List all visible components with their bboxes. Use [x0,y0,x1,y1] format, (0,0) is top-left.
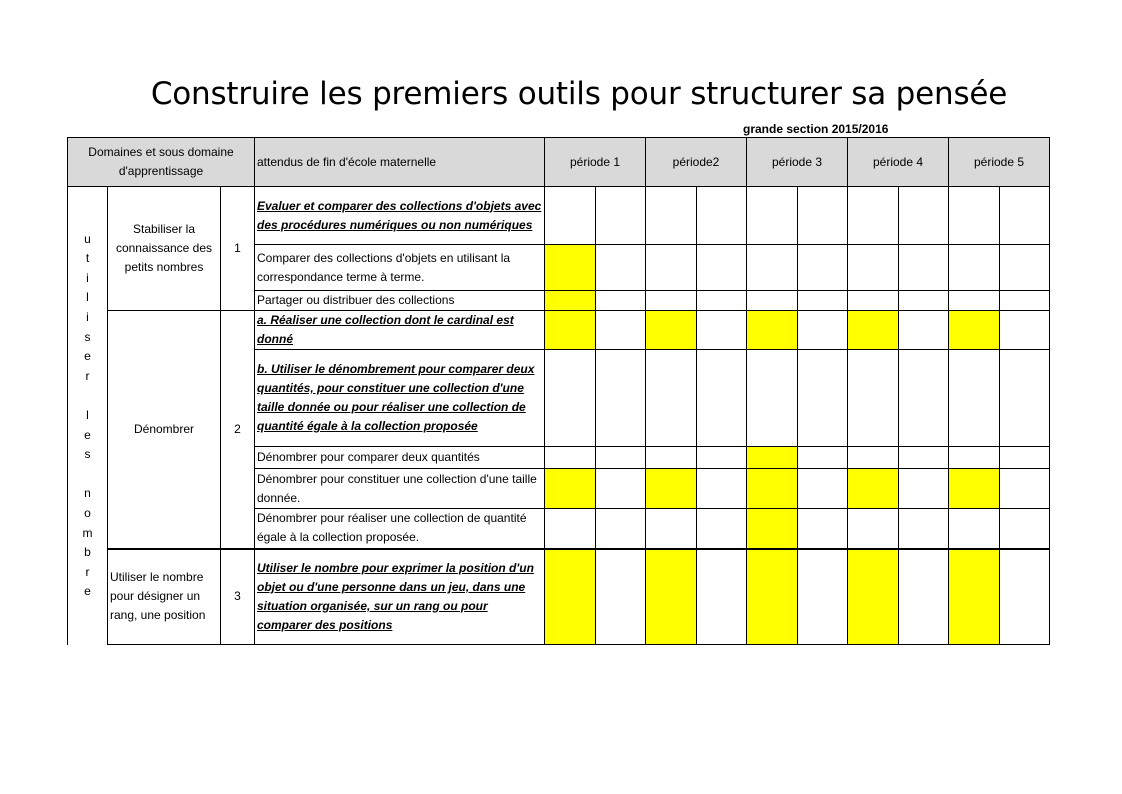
subdomain-label: Dénombrer [108,311,221,549]
period-cell [1000,549,1050,645]
domain-letter: i [86,270,89,285]
period-cell [697,291,747,311]
domain-letter: o [84,505,91,520]
period-cell [798,549,848,645]
period-cell [697,509,747,549]
group-number: 2 [221,311,255,549]
period-cell [545,469,596,509]
attendu-text: Dénombrer pour réaliser une collection de quantité égale à la collection proposée. [255,509,545,549]
period-cell [899,187,949,245]
period-cell [848,311,899,350]
period-cell [848,469,899,509]
subdomain-label: Utiliser le nombre pour désigner un rang, une position [108,549,221,645]
period-cell [646,350,697,447]
subdomain-label: Stabiliser la connaissance des petits nombres [108,187,221,311]
header-domaines: Domaines et sous domaine d'apprentissage [68,138,255,187]
period-cell [596,447,646,469]
attendu-text: Utiliser le nombre pour exprimer la position d'un objet ou d'une personne dans un jeu, dans une situation organisée, sur un rang ou pour comparer des positions [255,549,545,645]
period-cell [1000,291,1050,311]
period-cell [848,245,899,291]
domain-letter: n [84,486,91,501]
period-cell [545,291,596,311]
group-number: 3 [221,549,255,645]
domain-letter: t [85,251,90,266]
period-cell [949,549,1000,645]
period-cell [596,509,646,549]
header-periode-2: période2 [646,138,747,187]
period-cell [646,549,697,645]
domain-letter: s [84,447,91,462]
period-cell [798,350,848,447]
period-cell [545,447,596,469]
period-cell [697,245,747,291]
page-title: Construire les premiers outils pour structurer sa pensée [150,76,1008,112]
period-cell [1000,509,1050,549]
period-cell [747,447,798,469]
period-cell [697,549,747,645]
period-cell [949,350,1000,447]
period-cell [697,447,747,469]
period-cell [1000,187,1050,245]
domain-letter: e [84,427,91,442]
period-cell [798,447,848,469]
period-cell [848,447,899,469]
page-subtitle: grande section 2015/2016 [743,122,889,136]
period-cell [545,549,596,645]
period-cell [899,291,949,311]
period-cell [949,447,1000,469]
period-cell [545,509,596,549]
period-cell [899,509,949,549]
attendu-text: b. Utiliser le dénombrement pour comparer deux quantités, pour constituer une collection d'une taille donnée ou pour réaliser une collection de quantité égale à la collection proposée [255,350,545,447]
domain-letter: l [86,290,89,305]
header-periode-3: période 3 [747,138,848,187]
period-cell [1000,469,1050,509]
attendu-text: Dénombrer pour constituer une collection d'une taille donnée. [255,469,545,509]
table-row [68,311,1050,350]
period-cell [1000,447,1050,469]
period-cell [899,311,949,350]
period-cell [798,245,848,291]
domain-letter: e [84,584,91,599]
domain-vertical-label [68,187,108,645]
period-cell [747,311,798,350]
period-cell [949,187,1000,245]
attendu-text: Comparer des collections d'objets en utilisant la correspondance terme à terme. [255,245,545,291]
period-cell [949,245,1000,291]
period-cell [545,311,596,350]
period-cell [697,311,747,350]
period-cell [798,187,848,245]
period-cell [848,509,899,549]
period-cell [596,311,646,350]
period-cell [646,245,697,291]
period-cell [848,549,899,645]
period-cell [596,291,646,311]
period-cell [747,350,798,447]
period-cell [1000,311,1050,350]
domain-letter [70,386,105,406]
domain-letter: e [84,349,91,364]
period-cell [697,469,747,509]
period-cell [949,469,1000,509]
header-periode-4: période 4 [848,138,949,187]
attendu-text: Evaluer et comparer des collections d'objets avec des procédures numériques ou non numériques [255,187,545,245]
period-cell [596,549,646,645]
period-cell [596,350,646,447]
domain-letter: i [86,309,89,324]
table-row [68,549,1050,645]
period-cell [747,187,798,245]
period-cell [596,469,646,509]
period-cell [646,447,697,469]
period-cell [545,350,596,447]
domain-letter: s [84,329,91,344]
period-cell [798,469,848,509]
period-cell [747,509,798,549]
period-cell [646,311,697,350]
period-cell [646,291,697,311]
domain-letter: m [82,525,93,540]
period-cell [747,291,798,311]
period-cell [545,245,596,291]
group-number: 1 [221,187,255,311]
period-cell [1000,350,1050,447]
period-cell [596,245,646,291]
period-cell [646,469,697,509]
period-cell [848,187,899,245]
period-cell [949,291,1000,311]
header-periode-5: période 5 [949,138,1050,187]
period-cell [798,291,848,311]
period-cell [899,469,949,509]
attendu-text: Dénombrer pour comparer deux quantités [255,447,545,469]
period-cell [848,291,899,311]
header-attendus: attendus de fin d'école maternelle [255,138,545,187]
period-cell [747,469,798,509]
period-cell [899,245,949,291]
period-cell [646,509,697,549]
period-cell [949,509,1000,549]
header-periode-1: période 1 [545,138,646,187]
period-cell [596,187,646,245]
period-cell [1000,245,1050,291]
domain-letter: l [86,407,89,422]
period-cell [697,187,747,245]
domain-letter: b [84,545,91,560]
table-row [68,187,1050,245]
domain-letter [70,465,105,485]
period-cell [545,187,596,245]
period-cell [899,447,949,469]
progression-table [67,137,1050,645]
period-cell [899,350,949,447]
domain-letter: r [85,564,90,579]
period-cell [798,509,848,549]
domain-letter: r [85,368,90,383]
attendu-text: Partager ou distribuer des collections [255,291,545,311]
domain-letter: u [84,231,91,246]
period-cell [949,311,1000,350]
period-cell [848,350,899,447]
period-cell [646,187,697,245]
period-cell [798,311,848,350]
period-cell [899,549,949,645]
period-cell [697,350,747,447]
period-cell [747,549,798,645]
header-row [68,138,1050,187]
period-cell [747,245,798,291]
attendu-text: a. Réaliser une collection dont le cardinal est donné [255,311,545,350]
